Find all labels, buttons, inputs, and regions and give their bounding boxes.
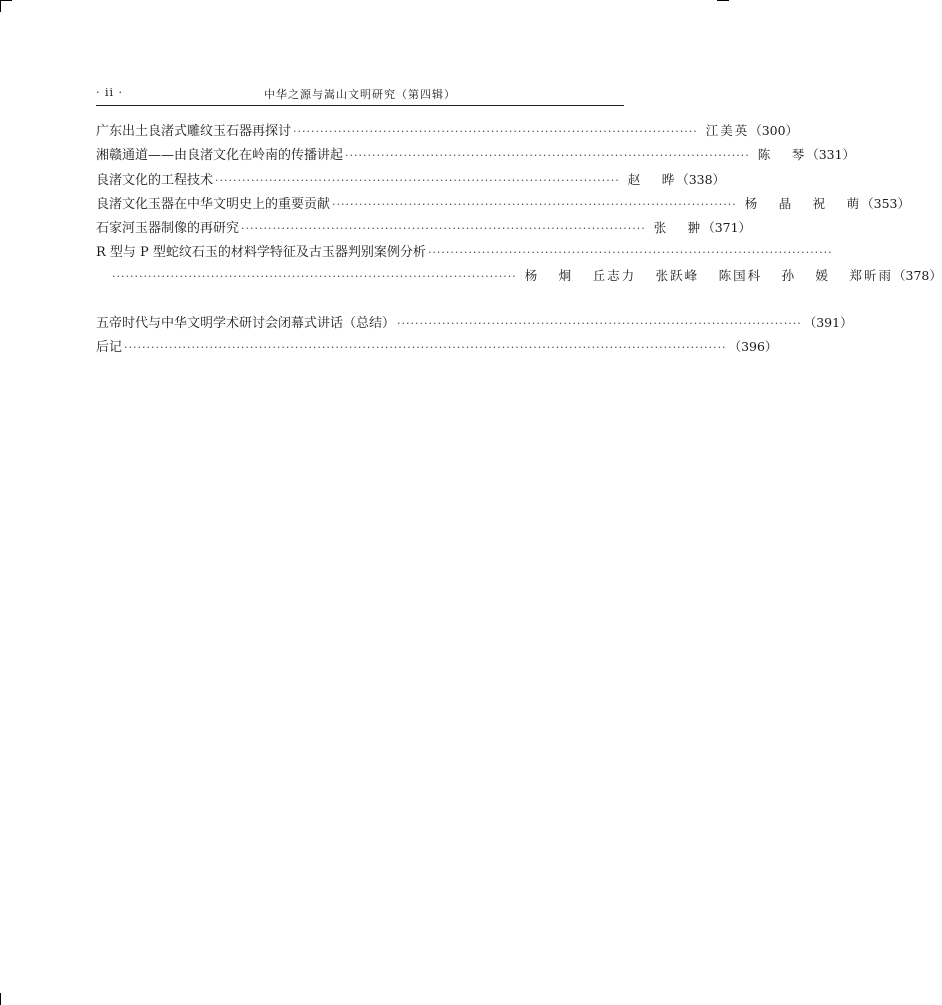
toc-entry-page: （338） [676,171,726,187]
toc-entry-page: （300） [749,123,799,138]
leader-dots: ·························································································· [345,149,750,163]
toc-entry-page: （396） [728,339,778,355]
leader-dots: ·························································································· [241,222,646,236]
toc-entry-author: 张 翀 [653,221,703,236]
crop-mark-top-left [0,0,1,12]
toc-entry[interactable] [96,144,856,168]
toc-entry-title: 后记 [96,340,123,356]
table-of-contents [96,120,942,361]
crop-mark-top-right [717,0,729,1]
toc-entry-page: （391） [803,315,853,331]
toc-entry[interactable] [96,217,752,241]
toc-entry-page: （331） [806,147,856,163]
crop-mark-top-left [0,0,12,1]
leader-dots: ·························································································· [112,269,517,283]
section-gap [96,290,624,312]
toc-entry-author: 江美英 [705,124,750,138]
header-rule [96,105,624,106]
toc-entry-continuation[interactable] [96,266,942,290]
leader-dots: ·························································································· [215,173,620,187]
toc-entry-author: 杨 炯 丘志力 张跃峰 陈国科 孙 媛 郑昕雨 [524,268,894,283]
leader-dots: ······································································································································ [124,341,727,355]
leader-dots: ·························································································· [427,246,833,260]
toc-entry[interactable] [96,312,853,336]
toc-entry-author: 赵 晔 [627,172,677,187]
running-title: 中华之源与嵩山文明研究（第四辑） [264,88,456,101]
toc-entry[interactable] [96,120,799,144]
toc-entry[interactable] [96,241,833,265]
toc-entry-page: （371） [702,220,752,236]
toc-entry-author: 杨 晶 祝 萌 [744,196,862,211]
leader-dots: ·························································································· [293,125,698,138]
leader-dots: ·························································································· [332,197,737,211]
toc-entry-title: 五帝时代与中华文明学术研讨会闭幕式讲话（总结） [96,316,396,332]
toc-entry-author: 陈 琴 [757,148,807,163]
running-header [96,86,624,104]
toc-entry-title: 良渚文化的工程技术 [96,172,214,188]
toc-entry-title: R 型与 P 型蛇纹石玉的材料学特征及古玉器判别案例分析 [96,245,426,261]
toc-entry[interactable] [96,169,726,193]
toc-entry-title: 广东出土良渚式雕纹玉石器再探讨 [96,124,292,139]
crop-mark-bottom-left [0,993,1,1005]
toc-entry-page: （378） [893,267,942,283]
toc-entry[interactable] [96,336,778,360]
page-number: · ii · [96,86,124,99]
toc-entry[interactable] [96,193,910,217]
leader-dots: ·························································································· [397,317,802,331]
toc-entry-title: 良渚文化玉器在中华文明史上的重要贡献 [96,196,331,212]
toc-entry-title: 石家河玉器制像的再研究 [96,221,240,237]
toc-entry-page: （353） [861,195,910,211]
toc-entry-title: 湘赣通道——由良渚文化在岭南的传播讲起 [96,148,344,164]
